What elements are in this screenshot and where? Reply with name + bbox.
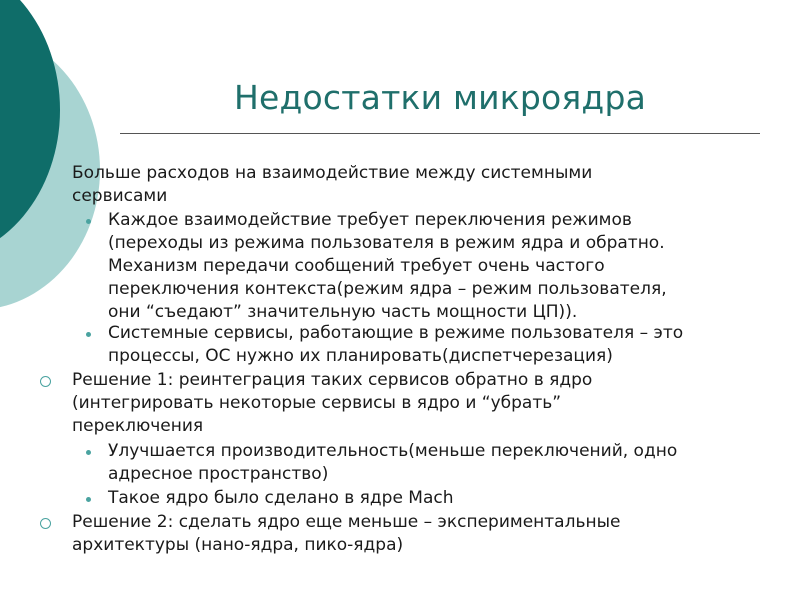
sub-bullet-dot xyxy=(86,450,91,455)
sub-bullet-dot xyxy=(86,497,91,502)
item2-line: (интегрировать некоторые сервисы в ядро и “убрать” xyxy=(72,393,562,413)
sub-bullet-dot xyxy=(86,219,91,224)
bullet-circle-icon xyxy=(40,376,51,387)
slide-title: Недостатки микроядра xyxy=(233,78,647,117)
subitem-line: переключения контекста(режим ядра – режим пользователя, xyxy=(108,279,667,299)
subitem-line: Улучшается производительность(меньше переключений, одно xyxy=(108,441,678,461)
sub-bullet-dot xyxy=(86,332,91,337)
subitem-line: процессы, ОС нужно их планировать(диспетчерезация) xyxy=(108,346,613,366)
subitem-line: адресное пространство) xyxy=(108,464,329,484)
bullet-circle-icon xyxy=(40,518,51,529)
subitem-line: Механизм передачи сообщений требует очень частого xyxy=(108,256,605,276)
subitem-line: Такое ядро было сделано в ядре Mach xyxy=(108,488,454,508)
subitem-line: Системные сервисы, работающие в режиме пользователя – это xyxy=(108,323,684,343)
item1-line: сервисами xyxy=(72,186,168,206)
item3-line: Решение 2: сделать ядро еще меньше – экспериментальные xyxy=(72,512,621,532)
subitem-line: Каждое взаимодействие требует переключения режимов xyxy=(108,210,632,230)
item3-line: архитектуры (нано-ядра, пико-ядра) xyxy=(72,535,404,555)
subitem-line: (переходы из режима пользователя в режим ядра и обратно. xyxy=(108,233,665,253)
subitem-line: они “съедают” значительную часть мощности ЦП)). xyxy=(108,302,578,322)
item2-line: переключения xyxy=(72,416,204,436)
item1-line: Больше расходов на взаимодействие между системными xyxy=(72,163,593,183)
item2-line: Решение 1: реинтеграция таких сервисов обратно в ядро xyxy=(72,370,593,390)
